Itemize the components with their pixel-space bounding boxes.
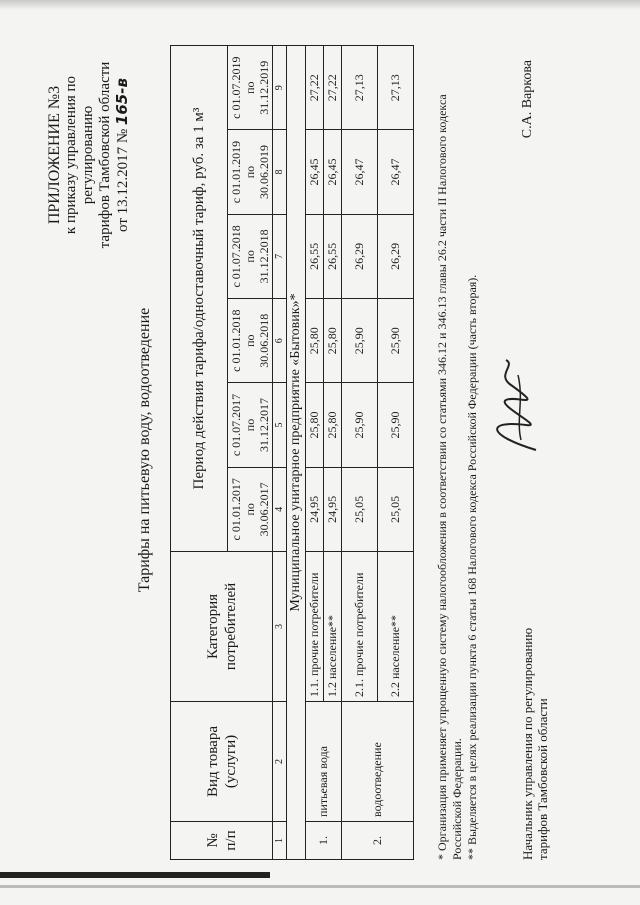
period-mid: по bbox=[243, 81, 257, 94]
tariff-value: 24,95 bbox=[324, 467, 342, 551]
column-number: 9 bbox=[273, 46, 287, 130]
handwritten-signature bbox=[476, 350, 556, 460]
period-header-1 bbox=[228, 467, 273, 551]
column-number: 1 bbox=[273, 822, 287, 860]
period-to: 30.06.2017 bbox=[257, 482, 271, 537]
consumer-category: 2.1. прочие потребители bbox=[342, 552, 378, 702]
appendix-line4 bbox=[114, 30, 132, 280]
column-number: 6 bbox=[273, 299, 287, 383]
tariff-value: 25,05 bbox=[378, 467, 414, 551]
column-number: 3 bbox=[273, 552, 287, 702]
consumer-category: 2.2 население** bbox=[378, 552, 414, 702]
period-from: с 01.07.2018 bbox=[229, 225, 243, 288]
tariff-value: 25,90 bbox=[342, 383, 378, 467]
consumer-category: 1.2 население** bbox=[324, 552, 342, 702]
appendix-line2: к приказу управления по регулированию bbox=[63, 75, 96, 235]
tariff-value: 25,05 bbox=[342, 467, 378, 551]
period-from: с 01.07.2017 bbox=[229, 393, 243, 457]
tariff-value: 26,55 bbox=[306, 214, 324, 298]
period-header-4 bbox=[228, 214, 273, 298]
footnote-1: * Организация применяет упрощенную систему налогообложения в соответствии со статьями 346.12 и 346.13 главы 26.2 части II Налогового кодекса Российской Федерации. bbox=[435, 94, 464, 860]
tariff-value: 27,13 bbox=[342, 46, 378, 130]
column-number: 5 bbox=[273, 383, 287, 467]
column-number: 8 bbox=[273, 130, 287, 214]
signer-position-line1: Начальник управления по регулированию bbox=[520, 627, 535, 860]
tariff-value: 26,45 bbox=[306, 130, 324, 214]
period-from: с 01.01.2018 bbox=[229, 309, 243, 372]
period-header-3 bbox=[228, 299, 273, 383]
row-number: 2. bbox=[342, 822, 414, 860]
product-name: водоотведение bbox=[342, 702, 414, 822]
tariff-value: 25,90 bbox=[378, 383, 414, 467]
tariff-value: 25,90 bbox=[378, 299, 414, 383]
tariff-value: 25,80 bbox=[324, 299, 342, 383]
period-to: 30.06.2018 bbox=[257, 313, 271, 368]
column-number-row bbox=[273, 46, 287, 860]
period-header-2 bbox=[228, 383, 273, 467]
tariff-value: 24,95 bbox=[306, 467, 324, 551]
document-title: Тарифы на питьевую воду, водоотведение bbox=[136, 307, 153, 593]
tariff-body bbox=[306, 46, 414, 860]
column-number: 2 bbox=[273, 702, 287, 822]
tariff-value: 26,55 bbox=[324, 214, 342, 298]
period-to: 31.12.2018 bbox=[257, 229, 271, 284]
row-number: 1. bbox=[306, 822, 342, 860]
header-period: Период действия тарифа/одноставочный тариф, руб. за 1 м³ bbox=[171, 46, 228, 552]
column-number: 7 bbox=[273, 214, 287, 298]
tariff-value: 26,29 bbox=[342, 214, 378, 298]
tariff-value: 27,13 bbox=[378, 46, 414, 130]
signer-name: С.А. Варкова bbox=[520, 60, 535, 139]
period-from: с 01.07.2019 bbox=[229, 56, 243, 119]
period-mid: по bbox=[243, 334, 257, 347]
period-from: с 01.01.2017 bbox=[229, 478, 243, 541]
period-header-5 bbox=[228, 130, 273, 214]
signer-position-line2: тарифов Тамбовской области bbox=[535, 698, 550, 860]
tariff-value: 26,47 bbox=[378, 130, 414, 214]
signer-position bbox=[520, 530, 550, 860]
tariff-value: 26,47 bbox=[342, 130, 378, 214]
period-to: 30.06.2019 bbox=[257, 145, 271, 200]
header-num: № п/п bbox=[171, 822, 273, 860]
order-date: от 13.12.2017 № bbox=[115, 128, 131, 232]
tariff-table bbox=[170, 45, 414, 860]
column-number: 4 bbox=[273, 467, 287, 551]
table-row bbox=[306, 46, 324, 860]
appendix-title: ПРИЛОЖЕНИЕ №3 bbox=[46, 85, 63, 225]
period-mid: по bbox=[243, 250, 257, 263]
tariff-value: 26,45 bbox=[324, 130, 342, 214]
tariff-value: 26,29 bbox=[378, 214, 414, 298]
tariff-value: 25,90 bbox=[342, 299, 378, 383]
tariff-value: 25,80 bbox=[324, 383, 342, 467]
period-to: 31.12.2017 bbox=[257, 398, 271, 453]
header-product: Вид товара (услуги) bbox=[171, 702, 273, 822]
footnotes bbox=[435, 40, 480, 860]
scan-edge-bottom-line bbox=[0, 885, 640, 888]
product-name: питьевая вода bbox=[306, 702, 342, 822]
organization-name: Муниципальное унитарное предприятие «Бытовик»* bbox=[287, 46, 306, 860]
appendix-header bbox=[46, 30, 132, 280]
tariff-value: 27,22 bbox=[306, 46, 324, 130]
period-mid: по bbox=[243, 165, 257, 179]
consumer-category: 1.1. прочие потребители bbox=[306, 552, 324, 702]
scan-edge-top bbox=[0, 0, 640, 10]
period-mid: по bbox=[243, 418, 257, 432]
period-mid: по bbox=[243, 503, 257, 516]
header-category: Категория потребителей bbox=[171, 552, 273, 702]
period-header-6 bbox=[228, 46, 273, 130]
tariff-value: 25,80 bbox=[306, 299, 324, 383]
order-number-handwritten: 165-в bbox=[113, 78, 131, 126]
period-from: с 01.01.2019 bbox=[229, 140, 243, 204]
tariff-value: 27,22 bbox=[324, 46, 342, 130]
footnote-2: ** Выделяется в целях реализации пункта 6 статьи 168 Налогового кодекса Российской Федерации (часть вторая). bbox=[465, 274, 479, 860]
table-row bbox=[342, 46, 378, 860]
tariff-value: 25,80 bbox=[306, 383, 324, 467]
appendix-line3: тарифов Тамбовской области bbox=[97, 61, 113, 249]
period-to: 31.12.2019 bbox=[257, 60, 271, 115]
rotated-document-page bbox=[40, 20, 600, 880]
